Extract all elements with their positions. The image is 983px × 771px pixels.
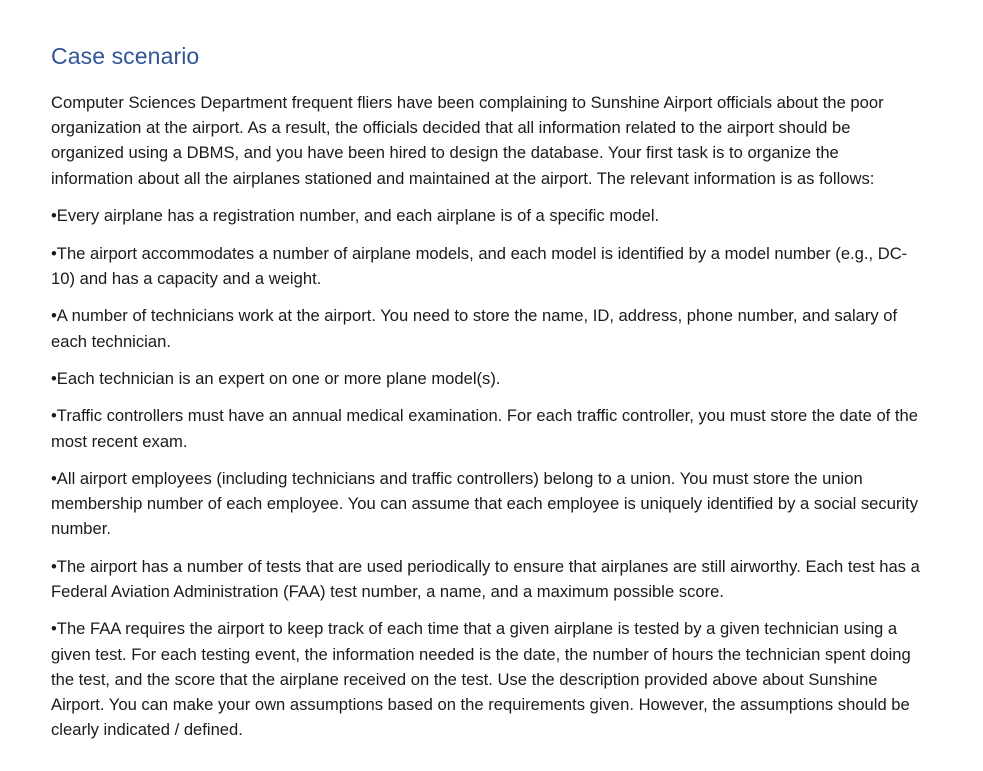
bullet-traffic-controllers: •Traffic controllers must have an annual medical examination. For each traffic controller, you must store the date of the most recent exam. <box>51 406 918 451</box>
intro-paragraph: Computer Sciences Department frequent fliers have been complaining to Sunshine Airport officials about the poor organization at the airport. As a result, the officials decided that all information related to the airport should be organized using a DBMS, and you have been hired to design the database. Your first task is to organize the information about all the airplanes stationed and maintained at the airport. The relevant information is as follows: <box>51 93 884 188</box>
bullet-airplane-models: •The airport accommodates a number of airplane models, and each model is identified by a model number (e.g., DC-10) and has a capacity and a weight. <box>51 243 908 288</box>
bullet-airworthiness-tests: •The airport has a number of tests that are used periodically to ensure that airplanes are still airworthy. Each test has a Federal Aviation Administration (FAA) test number, a name, and a maximum possible score. <box>51 556 920 601</box>
page-title: Case scenario <box>51 43 200 69</box>
bullet-union-membership: •All airport employees (including technicians and traffic controllers) belong to a union. You must store the union membership number of each employee. You can assume that each employee is uniquely identified by a social security number. <box>51 468 919 539</box>
bullet-technician-expertise: •Each technician is an expert on one or more plane model(s). <box>51 368 501 388</box>
bullet-airplane-registration: •Every airplane has a registration number, and each airplane is of a specific model. <box>51 206 660 226</box>
document-page <box>51 40 921 755</box>
bullet-technicians: •A number of technicians work at the airport. You need to store the name, ID, address, phone number, and salary of each technician. <box>51 306 898 351</box>
bullet-testing-events: •The FAA requires the airport to keep track of each time that a given airplane is tested by a given technician using a given test. For each testing event, the information needed is the date, the number of hours the technician spent doing the test, and the score that the airplane received on the test. Use the description provided above about Sunshine Airport. You can make your own assumptions based on the requirements given. However, the assumptions should be clearly indicated / defined. <box>51 619 911 740</box>
